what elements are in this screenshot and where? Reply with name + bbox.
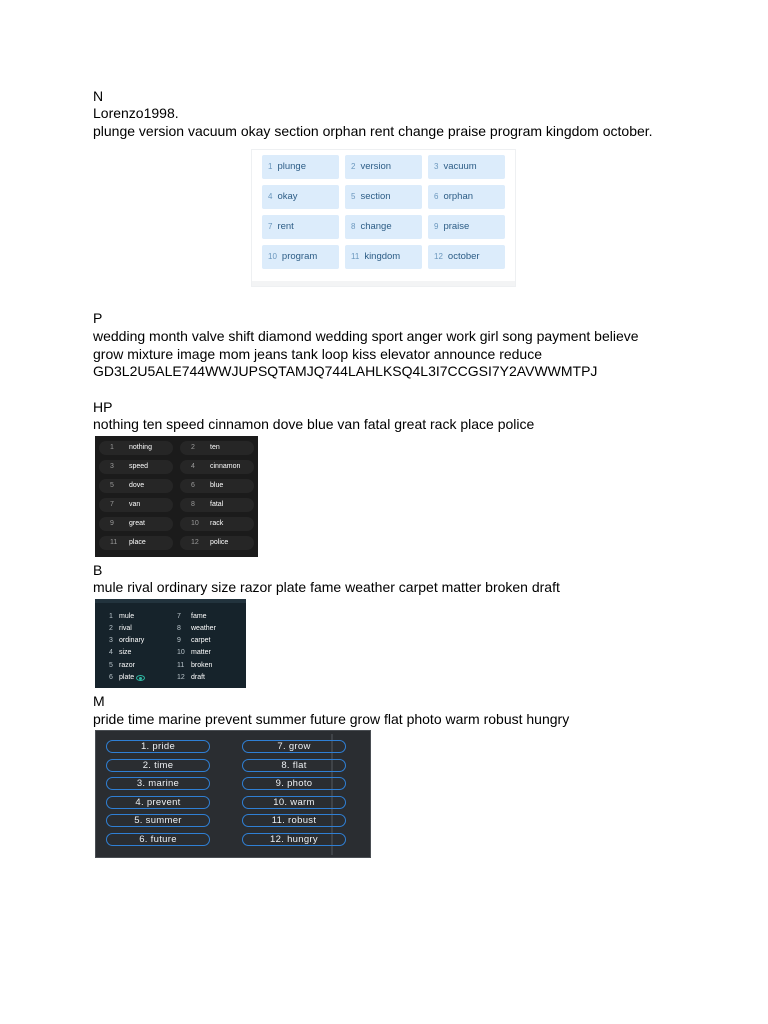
seed-phrase-text: grow mixture image mom jeans tank loop kiss elevator announce reduce <box>93 346 543 362</box>
word-label: rent <box>277 221 294 232</box>
grid-word <box>262 245 339 269</box>
word-number: 9 <box>110 520 114 527</box>
word-number: 6 <box>191 482 195 489</box>
word-label: rival <box>119 625 132 632</box>
seed-phrase-text: pride time marine prevent summer future grow flat photo warm robust hungry <box>93 711 570 727</box>
word-number: 5 <box>351 192 356 201</box>
grid-word <box>428 245 505 269</box>
grid-word <box>109 624 132 634</box>
grid-word: 3. marine <box>106 777 210 790</box>
word-number: 11 <box>177 662 185 669</box>
word-label: okay <box>277 191 298 202</box>
grid-word <box>345 185 422 209</box>
grid-word <box>262 155 339 179</box>
word-label: mule <box>119 613 135 620</box>
word-number: 2 <box>109 625 113 632</box>
word-label: dove <box>129 482 145 489</box>
word-number: 11 <box>351 252 360 261</box>
key-string-text: GD3L2U5ALE744WWJUPSQTAMJQ744LAHLKSQ4L3I7CCGSI7Y2AVWWMTPJ <box>93 363 598 379</box>
grid-word <box>180 479 254 493</box>
word-number: 10 <box>191 520 199 527</box>
grid-word: 10. warm <box>242 796 346 809</box>
word-label: october <box>447 251 480 262</box>
word-label: kingdom <box>364 251 401 262</box>
word-number: 11 <box>110 539 118 546</box>
word-label: police <box>210 539 229 546</box>
section-heading: HP <box>93 399 113 415</box>
word-number: 6 <box>434 192 439 201</box>
word-number: 2 <box>351 162 356 171</box>
eye-icon[interactable] <box>136 675 145 681</box>
word-label: place <box>129 539 146 546</box>
word-label: fame <box>191 613 207 620</box>
grid-word <box>180 536 254 550</box>
grid-word <box>99 479 173 493</box>
grid-word <box>262 185 339 209</box>
grid-word <box>99 460 173 474</box>
word-number: 5 <box>109 662 113 669</box>
word-number: 10 <box>268 252 277 261</box>
grid-word <box>109 612 134 622</box>
grid-word <box>180 517 254 531</box>
grid-word <box>180 441 254 455</box>
section-heading: N <box>93 88 104 104</box>
word-label: blue <box>210 482 224 489</box>
grid-word: 2. time <box>106 759 210 772</box>
word-label: cinnamon <box>210 463 241 470</box>
word-label: fatal <box>210 501 224 508</box>
grid-word <box>345 245 422 269</box>
grid-word <box>177 673 205 683</box>
word-label: draft <box>191 674 206 681</box>
word-label: plunge <box>277 161 306 172</box>
grid-word: 5. summer <box>106 814 210 827</box>
word-number: 8 <box>351 222 356 231</box>
grid-word <box>99 498 173 512</box>
word-number: 7 <box>268 222 273 231</box>
section-heading: M <box>93 693 105 709</box>
word-number: 1 <box>109 613 113 620</box>
grid-word <box>345 215 422 239</box>
grid-word <box>109 673 134 683</box>
word-label: orphan <box>443 191 474 202</box>
word-label: rack <box>210 520 224 527</box>
grid-word: 11. robust <box>242 814 346 827</box>
grid-word <box>345 155 422 179</box>
word-label: vacuum <box>443 161 477 172</box>
grid-word <box>177 636 210 646</box>
grid-word <box>99 536 173 550</box>
word-label: program <box>281 251 318 262</box>
seed-phrase-text: plunge version vacuum okay section orphan rent change praise program kingdom october. <box>93 123 653 139</box>
grid-word <box>177 648 211 658</box>
grid-word <box>99 517 173 531</box>
word-label: section <box>360 191 391 202</box>
seed-phrase-text: wedding month valve shift diamond wedding sport anger work girl song payment believe <box>93 328 639 344</box>
word-number: 9 <box>177 637 181 644</box>
seed-phrase-text: nothing ten speed cinnamon dove blue van fatal great rack place police <box>93 416 535 432</box>
word-label: ten <box>210 444 220 451</box>
section-heading: P <box>93 310 103 326</box>
word-number: 9 <box>434 222 439 231</box>
word-number: 8 <box>177 625 181 632</box>
word-label: plate <box>119 674 135 681</box>
grid-word: 1. pride <box>106 740 210 753</box>
word-label: weather <box>191 625 216 632</box>
word-number: 3 <box>109 637 113 644</box>
grid-word <box>428 215 505 239</box>
word-label: van <box>129 501 141 508</box>
word-number: 12 <box>434 252 443 261</box>
word-number: 7 <box>177 613 181 620</box>
grid-word <box>99 441 173 455</box>
word-label: praise <box>443 221 470 232</box>
word-number: 12 <box>191 539 199 546</box>
word-label: size <box>119 649 132 656</box>
word-label: change <box>360 221 392 232</box>
grid-word <box>109 648 131 658</box>
grid-word: 8. flat <box>242 759 346 772</box>
username-text: Lorenzo1998. <box>93 105 179 121</box>
grid-word <box>177 612 207 622</box>
grid-word: 7. grow <box>242 740 346 753</box>
word-number: 8 <box>191 501 195 508</box>
word-label: nothing <box>129 444 152 451</box>
grid-word <box>428 155 505 179</box>
grid-word <box>180 460 254 474</box>
word-number: 12 <box>177 674 185 681</box>
grid-word <box>428 185 505 209</box>
word-number: 1 <box>268 162 273 171</box>
word-label: matter <box>191 649 211 656</box>
grid-word: 12. hungry <box>242 833 346 846</box>
word-number: 5 <box>110 482 114 489</box>
word-label: speed <box>129 463 149 470</box>
grid-word: 6. future <box>106 833 210 846</box>
section-heading: B <box>93 562 103 578</box>
word-label: carpet <box>191 637 211 644</box>
word-number: 4 <box>109 649 113 656</box>
word-label: great <box>129 520 145 527</box>
grid-word <box>262 215 339 239</box>
grid-word <box>177 661 212 671</box>
grid-word: 4. prevent <box>106 796 210 809</box>
word-number: 7 <box>110 501 114 508</box>
word-number: 4 <box>191 463 195 470</box>
word-number: 1 <box>110 444 114 451</box>
word-label: broken <box>191 662 213 669</box>
word-number: 3 <box>434 162 439 171</box>
grid-word <box>177 624 216 634</box>
seed-phrase-text: mule rival ordinary size razor plate fame weather carpet matter broken draft <box>93 579 560 595</box>
card-shadow <box>252 281 515 286</box>
word-number: 10 <box>177 649 185 656</box>
grid-word <box>109 661 135 671</box>
word-label: version <box>360 161 392 172</box>
grid-word <box>109 636 144 646</box>
word-number: 4 <box>268 192 273 201</box>
grid-word: 9. photo <box>242 777 346 790</box>
word-label: ordinary <box>119 637 145 644</box>
word-number: 6 <box>109 674 113 681</box>
word-label: razor <box>119 662 135 669</box>
grid-word <box>180 498 254 512</box>
word-number: 2 <box>191 444 195 451</box>
word-number: 3 <box>110 463 114 470</box>
